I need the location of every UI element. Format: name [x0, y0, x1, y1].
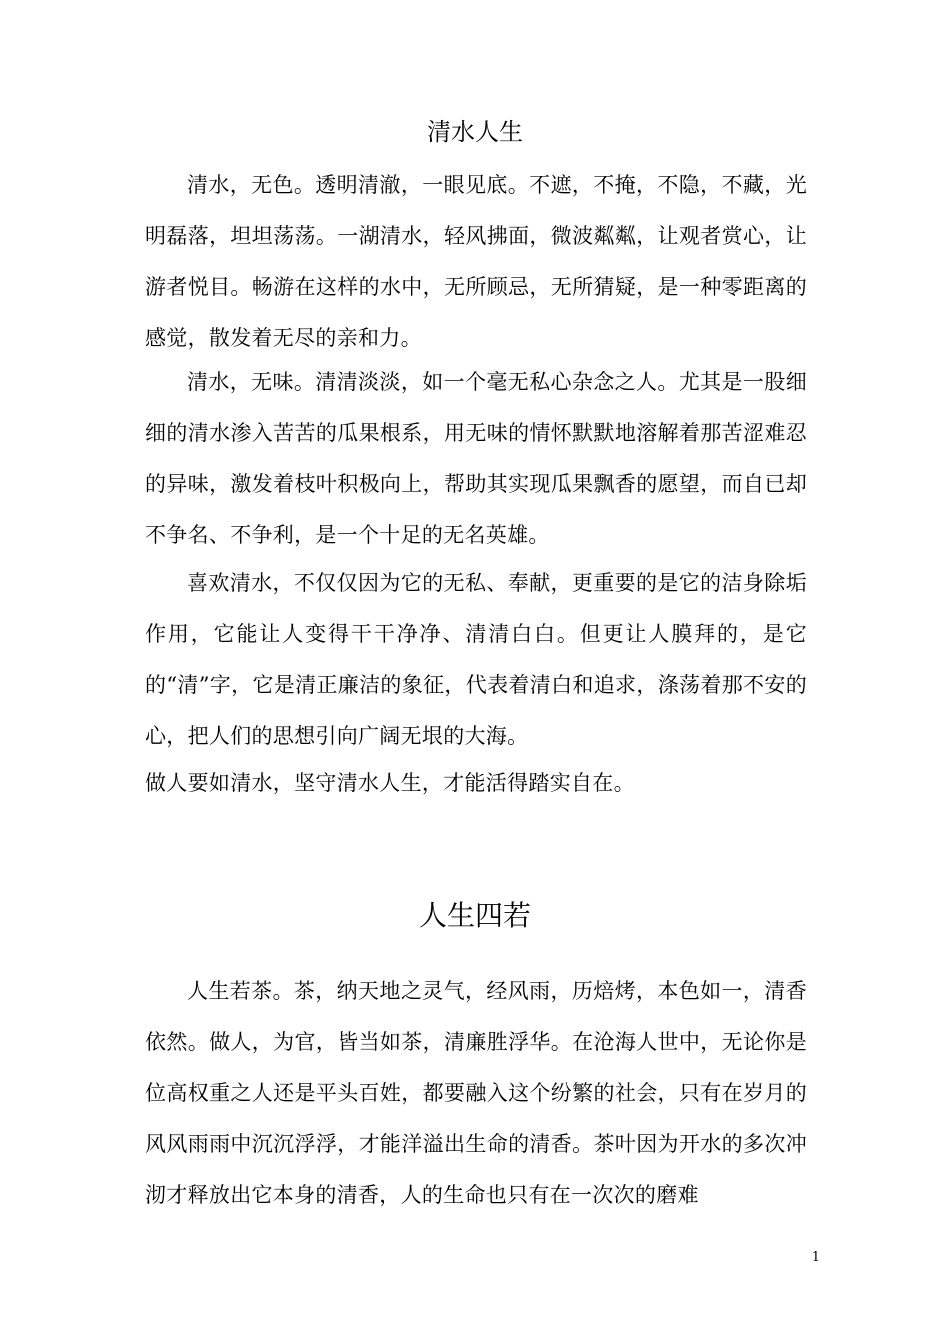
paragraph: 做人要如清水，坚守清水人生，才能活得踏实自在。	[145, 771, 635, 795]
section-title: 清水人生	[427, 118, 523, 146]
paragraph: 清水，无味。清清淡淡，如一个毫无私心杂念之人。尤其是一股细细的清水渗入苦苦的瓜果根系，用无味的情怀默默地溶解着那苦涩难忍的异味，激发着枝叶积极向上，帮助其实现瓜果飘香的愿望，而自已却不争名、不争利，是一个十足的无名英雄。	[145, 370, 807, 547]
paragraph: 喜欢清水，不仅仅因为它的无私、奉献，更重要的是它的洁身除垢作用，它能让人变得干干净净、清清白白。但更让人膜拜的，是它的“清”字，它是清正廉洁的象征，代表着清白和追求，涤荡着那不安的心，把人们的思想引向广阔无垠的大海。	[145, 571, 807, 748]
section-title: 人生四若	[418, 899, 531, 932]
paragraph: 人生若茶。茶，纳天地之灵气，经风雨，历焙烤，本色如一，清香依然。做人，为官，皆当如茶，清廉胜浮华。在沧海人世中，无论你是位高权重之人还是平头百姓，都要融入这个纷繁的社会，只有在岁月的风风雨雨中沉沉浮浮，才能洋溢出生命的清香。茶叶因为开水的多次冲沏才释放出它本身的清香，人的生命也只有在一次次的磨难	[145, 979, 807, 1207]
paragraph: 清水，无色。透明清澈，一眼见底。不遮，不掩，不隐，不藏，光明磊落，坦坦荡荡。一湖清水，轻风拂面，微波粼粼，让观者赏心，让游者悦目。畅游在这样的水中，无所顾忌，无所猜疑，是一种零距离的感觉，散发着无尽的亲和力。	[145, 173, 807, 350]
page-number: 1	[811, 1250, 820, 1265]
